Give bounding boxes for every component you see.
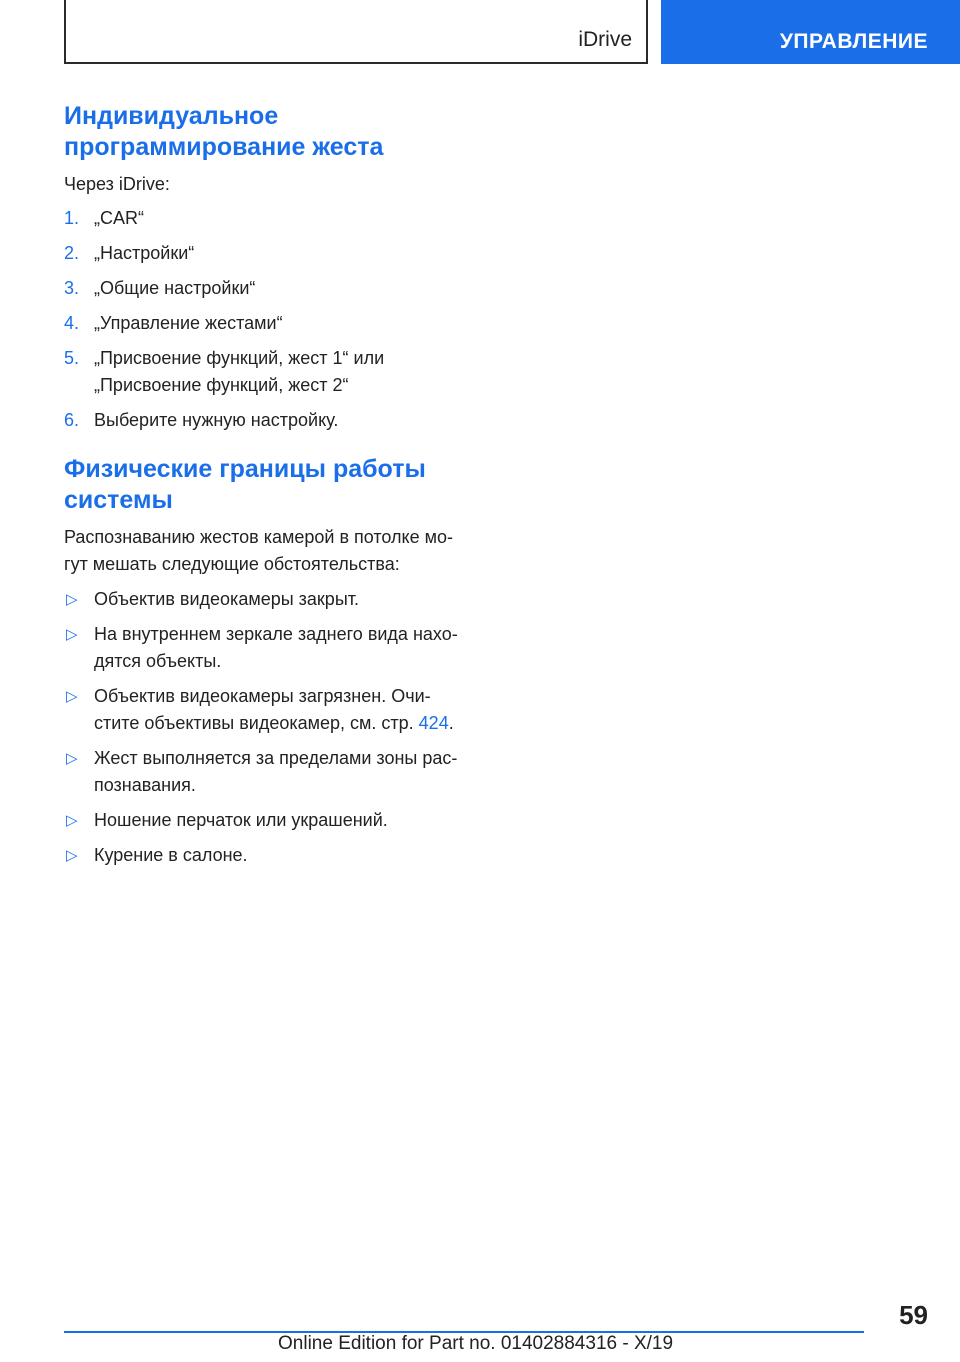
step-number: 4.	[64, 313, 80, 333]
triangle-right-outline-icon: ▷	[66, 591, 78, 608]
limits-list	[64, 586, 484, 869]
triangle-right-outline-icon: ▷	[66, 847, 78, 864]
section-title-system-limits	[64, 454, 484, 516]
list-item-text: Объектив видеокамеры закрыт.	[94, 589, 360, 609]
list-item-text: познавания.	[94, 775, 196, 795]
step-text: „Общие настройки“	[94, 278, 256, 298]
header-chapter-tab[interactable]	[661, 0, 960, 64]
limits-intro	[64, 524, 484, 578]
step-text: „Присвоение функций, жест 2“	[94, 375, 349, 395]
page-reference-link[interactable]: 424	[418, 713, 449, 733]
page-number: 59	[899, 1300, 928, 1330]
list-item-text: стите объективы видеокамер, см. стр.	[94, 713, 419, 733]
section-title-gesture-programming	[64, 101, 484, 163]
title-line: Физические границы работы	[64, 455, 426, 483]
intro-text: Через iDrive:	[64, 174, 170, 194]
list-item-text: .	[448, 713, 454, 733]
list-item-text: Жест выполняется за пределами зоны рас-	[94, 748, 458, 768]
step-text: „Настройки“	[94, 243, 195, 263]
list-item	[64, 586, 484, 613]
list-item-text: Курение в салоне.	[94, 845, 248, 865]
steps-list	[64, 205, 484, 434]
list-item	[64, 842, 484, 869]
step-text: „CAR“	[94, 208, 144, 228]
list-item	[64, 621, 484, 675]
step-number: 3.	[64, 278, 80, 298]
step-item	[64, 407, 484, 434]
step-number: 5.	[64, 348, 80, 368]
triangle-right-outline-icon: ▷	[66, 750, 78, 767]
intro-line: гут мешать следующие обстоятельства:	[64, 554, 400, 574]
triangle-right-outline-icon: ▷	[66, 812, 78, 829]
step-item	[64, 345, 484, 399]
triangle-right-outline-icon: ▷	[66, 688, 78, 705]
step-number: 6.	[64, 410, 80, 430]
intro-line: Распознаванию жестов камерой в потолке мо-	[64, 527, 454, 547]
step-number: 2.	[64, 243, 80, 263]
step-item	[64, 275, 484, 302]
list-item-text: На внутреннем зеркале заднего вида нахо-	[94, 624, 458, 644]
footer-edition-text: Online Edition for Part no. 01402884316 - X/19	[278, 1333, 674, 1354]
main-content	[64, 101, 484, 877]
step-item	[64, 205, 484, 232]
step-item	[64, 240, 484, 267]
header-section-box	[64, 0, 648, 64]
list-item	[64, 683, 484, 737]
step-text: „Присвоение функций, жест 1“ или	[94, 348, 385, 368]
triangle-right-outline-icon: ▷	[66, 626, 78, 643]
header-section-title: iDrive	[578, 28, 632, 51]
header-chapter-title: УПРАВЛЕНИЕ	[779, 30, 928, 53]
list-item	[64, 807, 484, 834]
step-text: Выберите нужную настройку.	[94, 410, 339, 430]
list-item-text: Объектив видеокамеры загрязнен. Очи-	[94, 686, 431, 706]
title-line: программирование жеста	[64, 133, 384, 161]
list-item	[64, 745, 484, 799]
list-item-text: дятся объекты.	[94, 651, 222, 671]
step-text: „Управление жестами“	[94, 313, 283, 333]
step-number: 1.	[64, 208, 80, 228]
title-line: системы	[64, 486, 173, 514]
list-item-text: Ношение перчаток или украшений.	[94, 810, 388, 830]
step-item	[64, 310, 484, 337]
title-line: Индивидуальное	[64, 102, 279, 130]
